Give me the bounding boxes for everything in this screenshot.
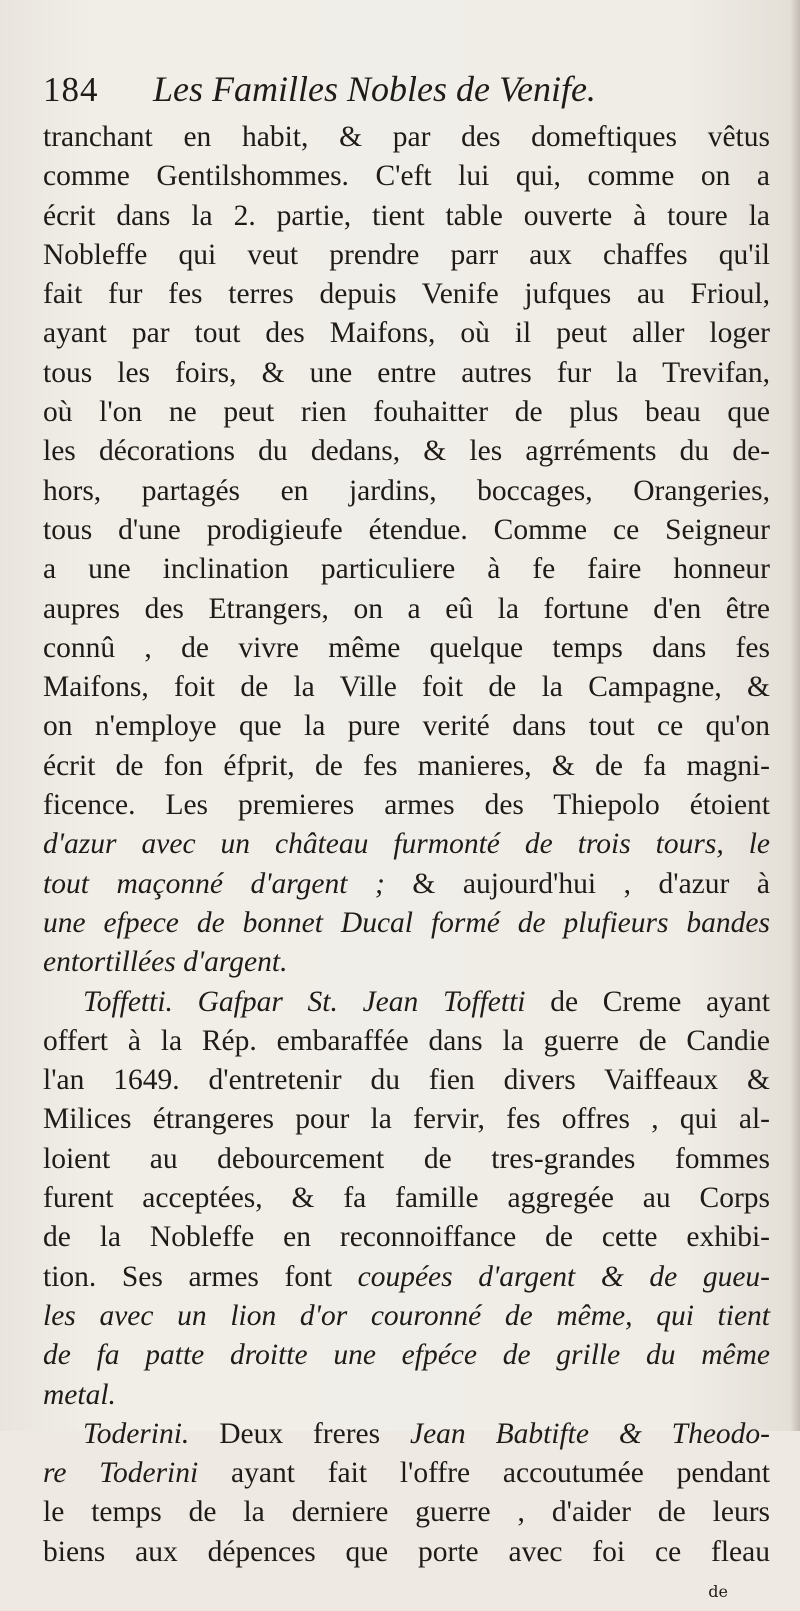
text-span: de Creme ayant [550,985,770,1018]
text-line: on n'employe que la pure verité dans tout ce qu'on [43,710,770,743]
text-line: écrit de fon éfprit, de fes manieres, & de fa magni- [43,749,770,782]
text-span: tion. Ses armes font [43,1260,358,1293]
text-line: les avec un lion d'or couronné de même, qui tient [43,1299,770,1332]
text-line: tranchant en habit, & par des domeftiques vêtus [43,121,770,153]
text-line: tous les foirs, & une entre autres fur la Trevifan, [43,356,770,389]
text-line: connû , de vivre même quelque temps dans fes [43,631,770,664]
text-line: l'an 1649. d'entretenir du fien divers Vaiffeaux & [43,1064,770,1097]
page-header [43,68,770,112]
text-span: Toffetti. [83,985,198,1018]
text-line: de fa patte droitte une efpéce de grille du même [43,1339,770,1372]
text-span: coupées d'argent & de gueu- [357,1260,770,1293]
text-line: le temps de la derniere guerre , d'aider de leurs [43,1496,770,1529]
text-span: Gafpar St. [197,985,363,1018]
text-line: furent acceptées, & fa famille aggregée au Corps [43,1182,770,1215]
text-span: Jean Babtifte & Theodo- [410,1417,771,1450]
text-line: metal. [43,1378,116,1411]
text-line: les décorations du dedans, & les agrréments du de- [43,435,770,468]
text-line [43,1454,770,1493]
text-line [43,1415,770,1454]
text-line: loient au debourcement de tres-grandes fommes [43,1142,770,1175]
text-line: Nobleffe qui veut prendre parr aux chaffes qu'il [43,238,770,271]
text-line: fait fur fes terres depuis Venife jufques au Frioul, [43,278,770,311]
body-text [43,118,770,1572]
text-line: où l'on ne peut rien fouhaitter de plus beau que [43,396,770,429]
text-line: hors, partagés en jardins, boccages, Orangeries, [43,474,770,507]
text-span: & aujourd'hui , d'azur à [412,867,770,900]
text-line [43,1258,770,1297]
text-span: tout maçonné d'argent ; [43,867,413,900]
text-line: d'azur avec un château furmonté de trois tours, le [43,828,770,861]
text-line: Milices étrangeres pour la fervir, fes offres , qui al- [43,1103,770,1136]
text-span: ayant fait l'offre accoutumée pendant [231,1457,770,1490]
text-line: ayant par tout des Maifons, où il peut aller loger [43,317,770,350]
page-number: 184 [43,70,99,109]
text-line: biens aux dépences que porte avec foi ce fleau [43,1535,770,1568]
text-span: Jean Toffetti [362,985,551,1018]
text-span: re Toderini [43,1457,232,1490]
text-line: de la Nobleffe en reconnoiffance de cette exhibi- [43,1221,770,1254]
text-line: écrit dans la 2. partie, tient table ouverte à toure la [43,199,770,232]
text-line [43,983,770,1022]
text-span: Toderini. [83,1417,220,1450]
text-line: comme Gentilshommes. C'eft lui qui, comme on a [43,160,770,193]
text-line: tous d'une prodigieufe étendue. Comme ce Seigneur [43,513,770,546]
text-line: une efpece de bonnet Ducal formé de plufieurs bandes [43,906,770,939]
text-line: aupres des Etrangers, on a eû la fortune d'en être [43,592,770,625]
text-line: a une inclination particuliere à fe faire honneur [43,553,770,586]
text-line: ficence. Les premieres armes des Thiepolo étoient [43,789,770,822]
text-line [43,865,770,904]
running-title: Les Familles Nobles de Venife. [153,69,596,109]
text-span: Deux freres [219,1417,410,1450]
text-line: offert à la Rép. embaraffée dans la guerre de Candie [43,1024,770,1057]
text-line: entortillées d'argent. [43,946,288,979]
catchword: de [708,1581,728,1601]
text-line: Maifons, foit de la Ville foit de la Campagne, & [43,671,770,704]
